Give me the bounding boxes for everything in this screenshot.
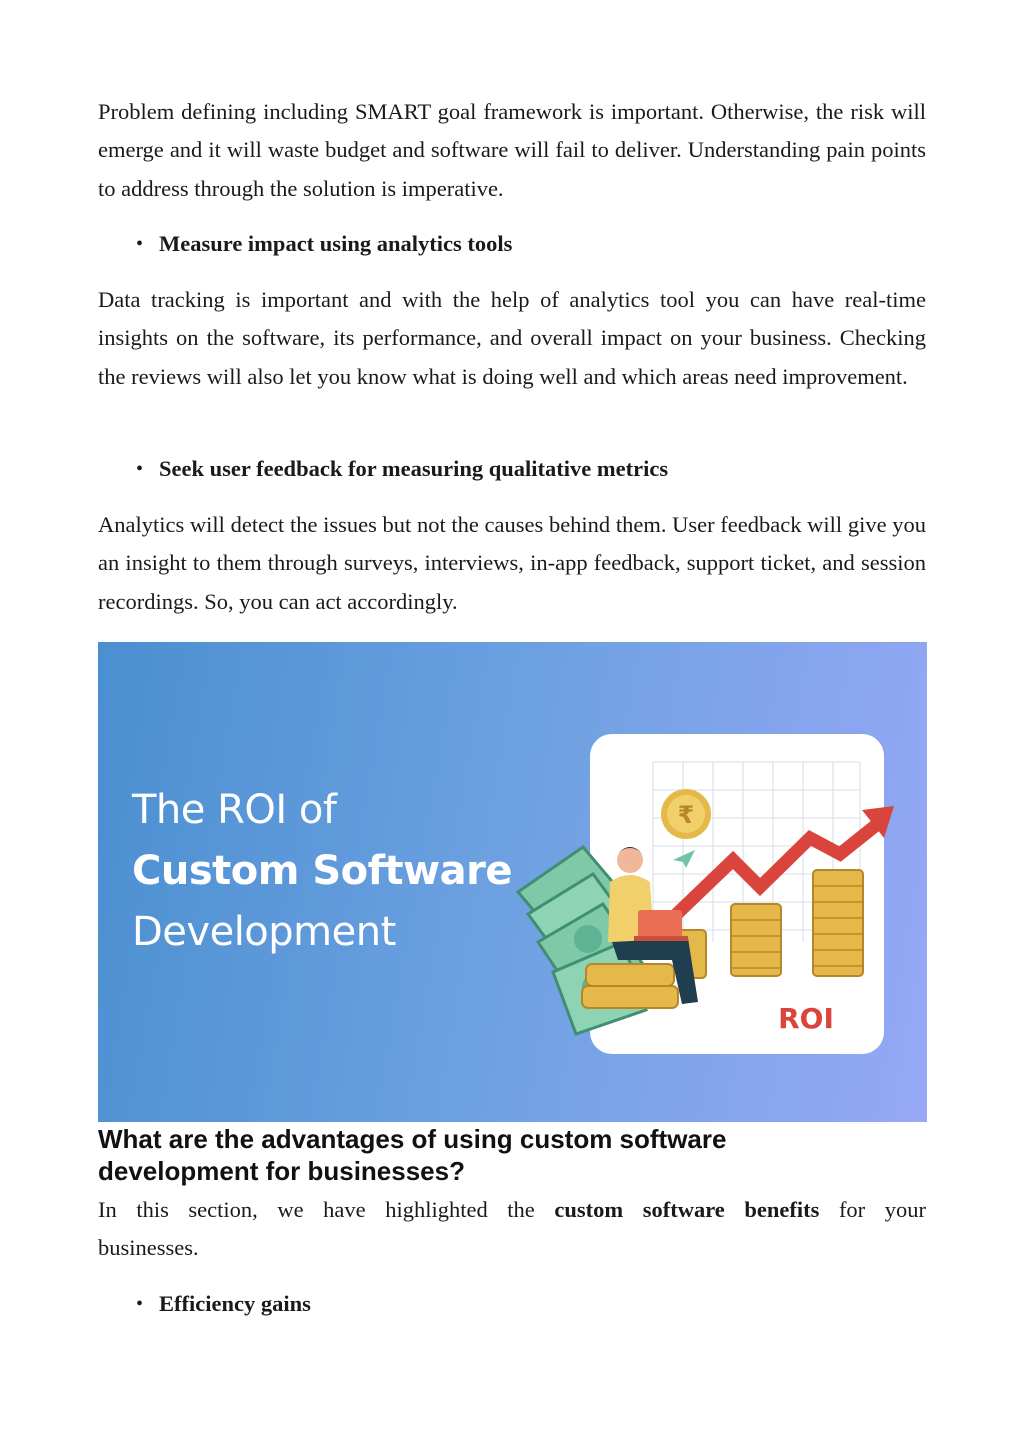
bullet-label: Seek user feedback for measuring qualitative metrics (159, 456, 669, 481)
bullet-measure-impact (98, 229, 512, 259)
intro-text-after: for your businesses. (98, 1197, 927, 1261)
bullet-icon: • (135, 458, 143, 480)
rupee-coin-icon (661, 789, 711, 839)
svg-text:₹: ₹ (677, 801, 695, 829)
hero-banner-image (98, 642, 927, 1122)
bullet-icon: • (135, 233, 143, 255)
hero-title-line2: Custom Software (132, 848, 512, 894)
intro-text-bold: custom software benefits (554, 1197, 820, 1222)
bullet-efficiency-gains (98, 1289, 311, 1319)
roi-illustration (98, 642, 927, 1122)
paragraph-analytics: Analytics will detect the issues but not the causes behind them. User feedback will give you an insight to them through surveys, interviews, in-app feedback, support ticket, and session recordings. So, you can act accordingly. (98, 512, 926, 614)
hero-title-line3: Development (132, 909, 396, 955)
bullet-icon: • (135, 1293, 143, 1315)
paragraph-problem-defining: Problem defining including SMART goal framework is important. Otherwise, the risk will emerge and it will waste budget and software will fail to deliver. Understanding pain points to address through the solution is imperative. (98, 99, 926, 201)
bullet-label: Efficiency gains (159, 1291, 311, 1316)
roi-label: ROI (778, 1002, 834, 1035)
bullet-label: Measure impact using analytics tools (159, 231, 513, 256)
paragraph-data-tracking: Data tracking is important and with the help of analytics tool you can have real-time insights on the software, its performance, and overall impact on your business. Checking the reviews will also let you know what is doing well and which areas need improvement. (98, 287, 926, 389)
hero-title-line1: The ROI of (132, 787, 337, 833)
paragraph-section-intro (98, 1191, 926, 1268)
section-heading: What are the advantages of using custom software development for businesses? (98, 1124, 727, 1186)
intro-text-before: In this section, we have highlighted the (98, 1197, 555, 1222)
bullet-user-feedback (98, 454, 668, 484)
